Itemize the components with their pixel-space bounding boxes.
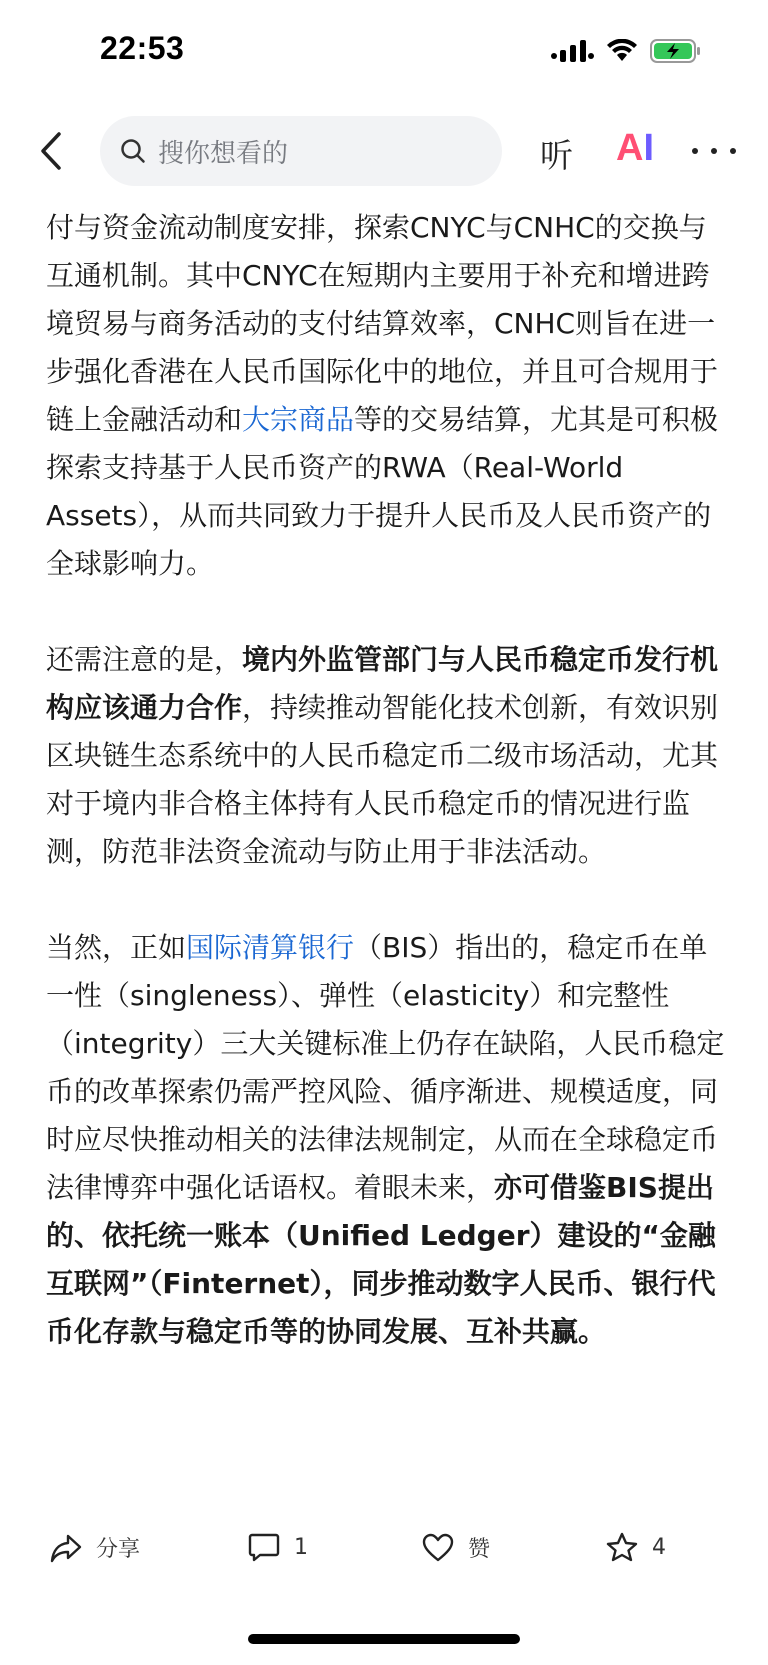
battery-charging-icon bbox=[650, 38, 702, 68]
paragraph-text: 付与资金流动制度安排，探索CNYC与CNHC的交换与互通机制。其中CNYC在短期内主要用于补充和增进跨境贸易与商务活动的支付结算效率，CNHC则旨在进一步强化香港在人民币国际化中的地位，并且可合规用于链上金融活动和 bbox=[46, 211, 719, 436]
search-placeholder: 搜你想看的 bbox=[158, 138, 289, 169]
article-body bbox=[46, 204, 726, 1404]
ai-button[interactable] bbox=[616, 127, 654, 170]
more-dot-icon bbox=[692, 148, 698, 154]
more-button[interactable] bbox=[692, 134, 736, 168]
status-time: 22:53 bbox=[100, 30, 185, 66]
article-paragraph bbox=[46, 204, 726, 588]
like-button[interactable] bbox=[422, 1532, 490, 1563]
comment-count: 1 bbox=[294, 1534, 308, 1560]
share-icon bbox=[50, 1533, 82, 1563]
status-icons bbox=[550, 38, 702, 68]
article-paragraph bbox=[46, 924, 726, 1356]
paragraph-bold-text: 亦可借鉴BIS提出的、依托统一账本（Unified Ledger）建设的“金融互联网”（Finternet），同步推动数字人民币、银行代币化存款与稳定币等的协同发展、互补共赢。 bbox=[46, 1171, 716, 1348]
heart-icon bbox=[422, 1533, 454, 1563]
cellular-signal-icon bbox=[550, 40, 594, 66]
ai-letter-i: I bbox=[643, 127, 655, 169]
link-commodities[interactable]: 大宗商品 bbox=[242, 403, 355, 436]
comment-button[interactable] bbox=[248, 1532, 308, 1562]
ai-letter-a: A bbox=[616, 127, 644, 169]
chevron-left-icon bbox=[38, 131, 64, 171]
link-bis[interactable]: 国际清算银行 bbox=[186, 931, 355, 964]
paragraph-text: 当然，正如 bbox=[46, 931, 187, 964]
article-paragraph bbox=[46, 636, 726, 876]
like-label: 赞 bbox=[468, 1537, 491, 1562]
search-input[interactable] bbox=[100, 116, 502, 186]
star-icon bbox=[606, 1532, 638, 1562]
more-dot-icon bbox=[730, 148, 736, 154]
favorite-count: 4 bbox=[652, 1534, 666, 1560]
listen-button[interactable]: 听 bbox=[540, 136, 573, 175]
more-dot-icon bbox=[711, 148, 717, 154]
back-button[interactable] bbox=[26, 126, 76, 176]
home-indicator[interactable] bbox=[248, 1634, 520, 1644]
search-icon bbox=[120, 138, 146, 164]
comment-icon bbox=[248, 1532, 280, 1562]
share-button[interactable] bbox=[50, 1532, 140, 1563]
wifi-icon bbox=[606, 39, 638, 67]
paragraph-text: （BIS）指出的，稳定币在单一性（singleness）、弹性（elasticity）和完整性（integrity）三大关键标准上仍存在缺陷，人民币稳定币的改革探索仍需严控风险、循序渐进、规模适度，同时应尽快推动相关的法律法规制定，从而在全球稳定币法律博弈中强化话语权。着眼未来， bbox=[46, 931, 725, 1204]
paragraph-text: 还需注意的是， bbox=[46, 643, 243, 676]
paragraph-bold-text: 境内外监管部门与人民币稳定币发行机构应该通力合作 bbox=[46, 643, 719, 724]
nav-bar bbox=[0, 112, 768, 192]
share-label: 分享 bbox=[96, 1537, 141, 1562]
paragraph-text: ，持续推动智能化技术创新，有效识别区块链生态系统中的人民币稳定币二级市场活动，尤其对于境内非合格主体持有人民币稳定币的情况进行监测，防范非法资金流动与防止用于非法活动。 bbox=[46, 691, 719, 868]
favorite-button[interactable] bbox=[606, 1532, 666, 1562]
action-bar bbox=[0, 1520, 768, 1590]
paragraph-text: 等的交易结算，尤其是可积极探索支持基于人民币资产的RWA（Real-World Assets），从而共同致力于提升人民币及人民币资产的全球影响力。 bbox=[46, 403, 719, 580]
status-bar bbox=[0, 0, 768, 104]
